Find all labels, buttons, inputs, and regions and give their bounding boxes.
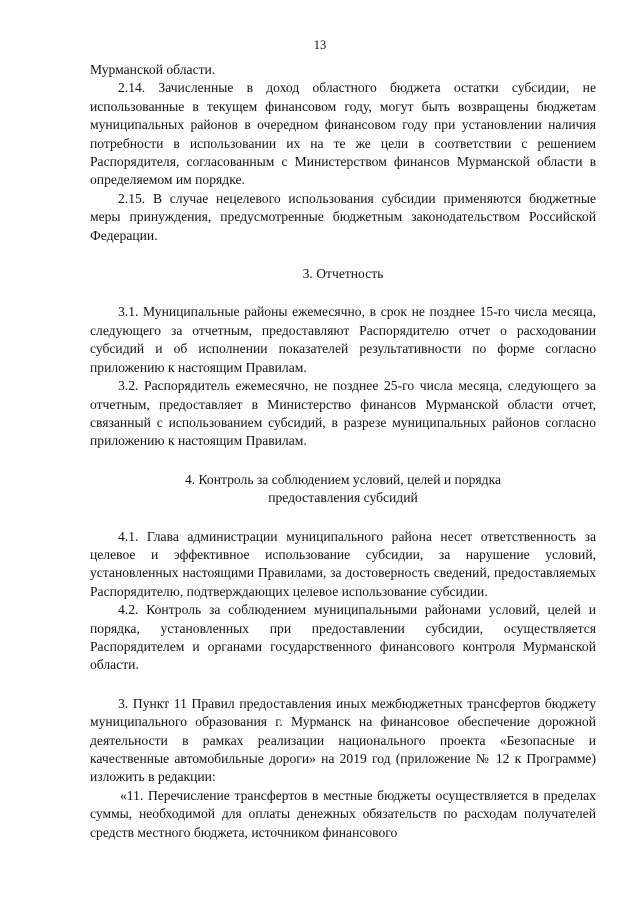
item-3-paragraph: 3. Пункт 11 Правил предоставления иных межбюджетных трансфертов бюджету муниципального образования г. Мурманск на финансовое обеспечение дорожной деятельности в рамках реализации национального проекта «Безопасные и качественные автомобильные дороги» на 2019 год (приложение № 12 к Программе) изложить в редакции: xyxy=(90,695,596,785)
paragraph-4-1: 4.1. Глава администрации муниципального района несет ответственность за целевое и эффективное использование субсидии, за нарушение условий, установленных настоящими Правилами, за достоверность сведений, предоставляемых Распорядителю, подтверждающих целевое использование субсидии. xyxy=(90,528,596,599)
paragraph-2-15: 2.15. В случае нецелевого использования субсидии применяются бюджетные меры принуждения, предусмотренные бюджетным законодательством Российской Федерации. xyxy=(90,190,596,243)
page-number: 13 xyxy=(313,38,327,52)
section-4-heading-line1: 4. Контроль за соблюдением условий, целей и порядка xyxy=(184,471,502,487)
section-4-heading-line2: предоставления субсидий xyxy=(268,490,418,506)
paragraph-3-2: 3.2. Распорядитель ежемесячно, не позднее 25-го числа месяца, следующего за отчетным, предоставляет в Министерство финансов Мурманской области отчет, связанный с использованием субсидий, в разрезе муниципальных районов согласно приложению к настоящим Правилам. xyxy=(90,378,596,449)
paragraph-2-14: 2.14. Зачисленные в доход областного бюджета остатки субсидии, не использованные в текущем финансовом году, могут быть возвращены бюджетам муниципальных районов в очередном финансовом году при установлении наличия потребности в использовании их на те же цели в соответствии с решением Распорядителя, согласованным с Министерством финансов Мурманской области в определяемом им порядке. xyxy=(90,80,596,188)
paragraph-3-1: 3.1. Муниципальные районы ежемесячно, в срок не позднее 15-го числа месяца, следующего за отчетным, предоставляют Распорядителю отчет о расходовании субсидий и об исполнении показателей результативности по форме согласно приложению к настоящим Правилам. xyxy=(90,304,596,375)
item-3-quote: «11. Перечисление трансфертов в местные бюджеты осуществляется в пределах суммы, необходимой для оплаты денежных обязательств по расходам получателей средств местного бюджета, источником финансового xyxy=(90,787,596,840)
continuation-text: Мурманской области. xyxy=(90,62,216,77)
section-3-heading: 3. Отчетность xyxy=(302,266,384,282)
document-body xyxy=(90,61,596,842)
paragraph-4-2: 4.2. Контроль за соблюдением муниципальными районами условий, целей и порядка, установленных при предоставлении субсидии, осуществляется Распорядителем и органами государственного финансового контроля Мурманской области. xyxy=(90,602,596,673)
